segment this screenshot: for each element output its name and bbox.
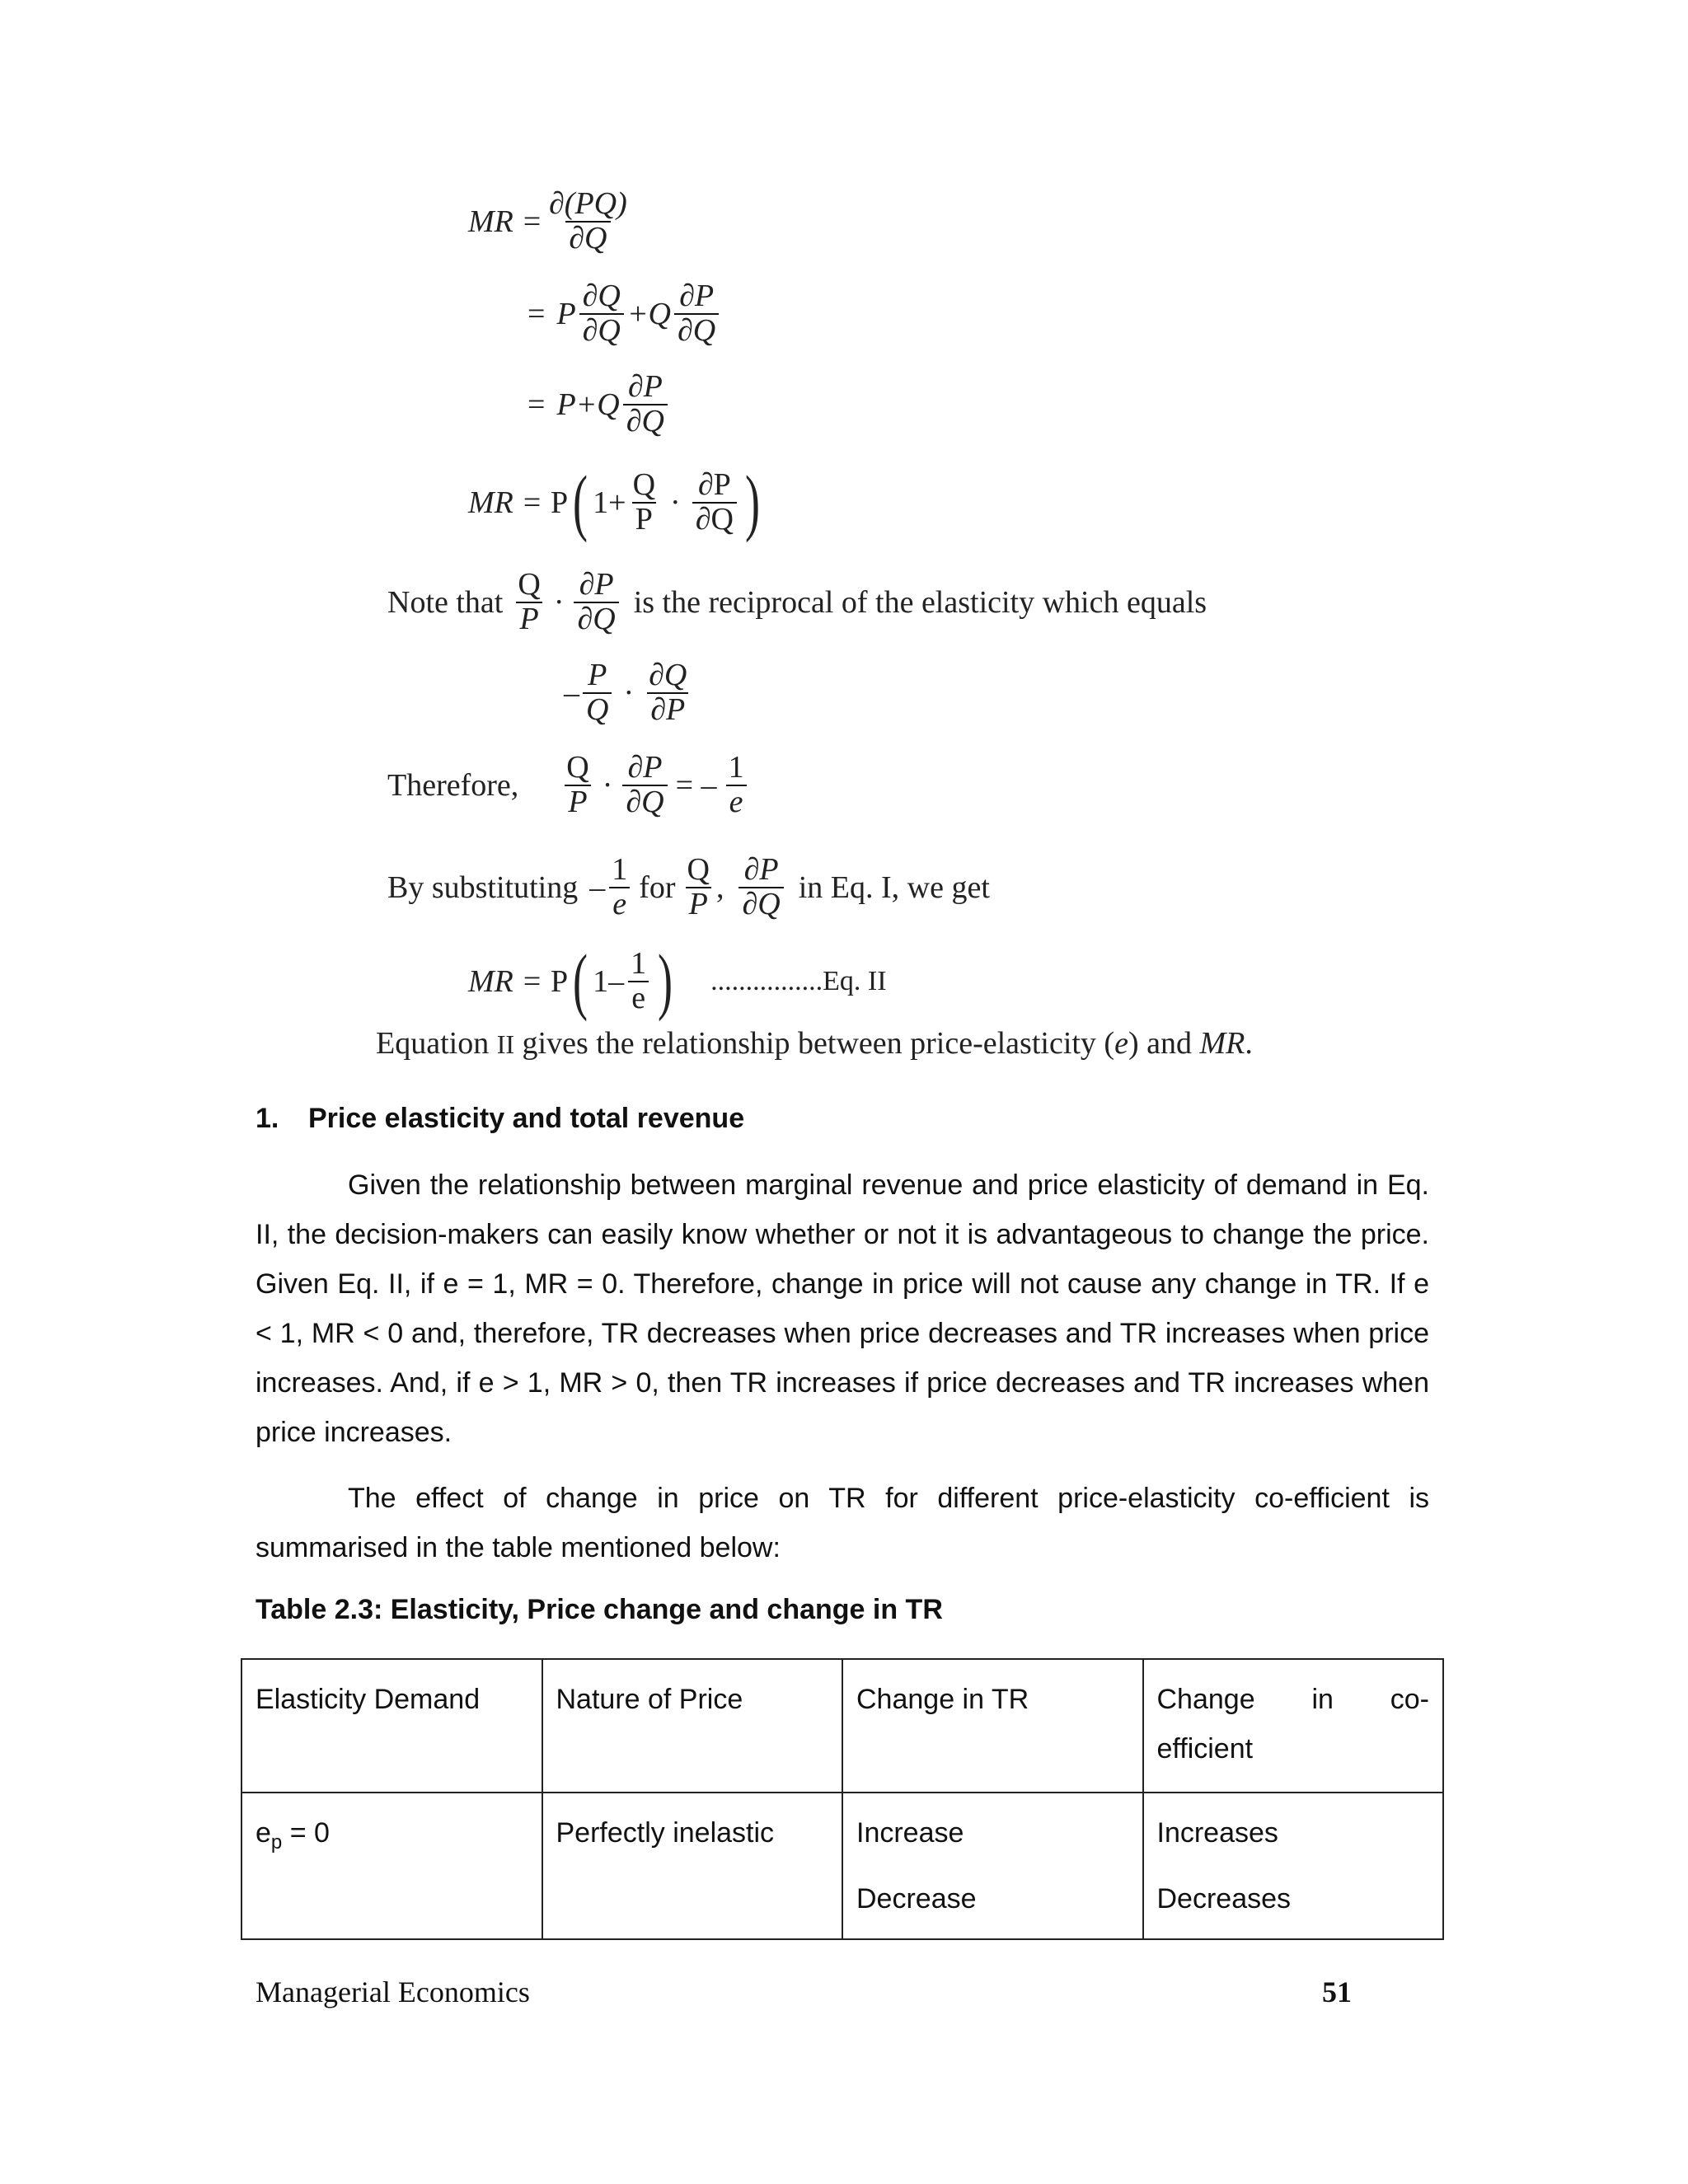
paragraph-1: Given the relationship between marginal revenue and price elasticity of demand in Eq. II, the decision-makers can easily know whether or not it is advantageous to change the price. Given Eq. II, if e = 1, MR = 0. Therefore, change in price will not cause any change in TR. If e < 1, MR < 0 and, therefore, TR decreases when price decreases and TR increases when price increases. And, if e > 1, MR > 0, then TR increases if price decreases and TR increases when price increases. [256, 1169, 1429, 1448]
fraction-dp-dq: $\frac{\partial P}{\partial Q}$ [623, 371, 668, 438]
footer-page-number: 51 [1322, 1975, 1352, 2008]
fraction-dp-dq: $\frac{\partial P}{\partial Q}$ [622, 752, 667, 819]
fraction-dp-dq: $\frac{\partial P}{\partial Q}$ [692, 469, 737, 537]
fraction-1-e: $\frac{1}{e}$ [627, 948, 649, 1015]
fraction-dp-dq: $\frac{\partial P}{\partial Q}$ [738, 854, 783, 921]
header-elasticity-demand: Elasticity Demand [241, 1659, 542, 1793]
left-paren: ( [573, 940, 588, 1022]
fraction-q-p: $\frac{Q}{P}$ [632, 467, 656, 537]
header-change-in-tr: Change in TR [842, 1659, 1143, 1793]
fraction-q-p: $\frac{Q}{P}$ [566, 750, 589, 819]
elasticity-table [241, 1658, 1444, 1940]
mr-label: MR = [468, 204, 543, 239]
fraction-dq-dp: $\frac{\partial Q}{\partial P}$ [649, 658, 687, 727]
fraction-1-e: $\frac{1}{e}$ [608, 854, 631, 921]
equation-label-eq-ii: ................Eq. II [710, 966, 887, 996]
therefore-line: Therefore, $\frac{Q}{P}$ · $\frac{\partial P}{\partial Q}$ = – $\frac{1}{e}$ [387, 752, 751, 819]
note-line: Note that $\frac{Q}{P}$ · $\frac{\partial P}{\partial Q}$ is the reciprocal of the elasticity which equals [387, 567, 1207, 636]
section-title: Price elasticity and total revenue [308, 1103, 745, 1134]
left-paren: ( [573, 462, 588, 543]
footer-book-title: Managerial Economics [256, 1975, 530, 2008]
equation-ii-description: Equation II gives the relationship between price-elasticity (e) and MR. [376, 1026, 1253, 1061]
section-heading [256, 1103, 744, 1135]
cell-change-in-tr: Increase Decrease [842, 1793, 1143, 1939]
cell-change-in-coefficient: Increases Decreases [1143, 1793, 1444, 1939]
mr-equation-line-1 [468, 188, 634, 255]
fraction-dq-dq: $\frac{\partial Q}{\partial Q}$ [579, 280, 624, 348]
cell-nature-of-price: Perfectly inelastic [542, 1793, 843, 1939]
table-header-row [241, 1659, 1443, 1793]
fraction-q-p: $\frac{Q}{P}$ [518, 567, 541, 636]
mr-equation-line-3: = P+Q $\frac{\partial P}{\partial Q}$ [528, 371, 671, 438]
mr-equation-line-4: MR = P ( 1+ $\frac{Q}{P}$ · $\frac{\partial P}{\partial Q}$ ) [468, 462, 760, 543]
mr-equation-line-2: = P $\frac{\partial Q}{\partial Q}$ +Q $\frac{\partial P}{\partial Q}$ [528, 280, 722, 348]
fraction-q-p: $\frac{Q}{P}$ [687, 852, 710, 921]
fraction-p-q: $\frac{P}{Q}$ [583, 659, 612, 727]
table-row [241, 1793, 1443, 1939]
cell-elasticity-value: $e_p = 0$ [241, 1793, 542, 1939]
right-paren: ) [658, 940, 673, 1022]
table-caption: Table 2.3: Elasticity, Price change and change in TR [256, 1594, 943, 1625]
fraction-dp-dq: $\frac{\partial P}{\partial Q}$ [574, 569, 618, 636]
header-nature-of-price: Nature of Price [542, 1659, 843, 1793]
header-change-in-coefficient: Change in co- efficient [1143, 1659, 1444, 1793]
section-number: 1. [256, 1103, 279, 1134]
elasticity-expression: – $\frac{P}{Q}$ · $\frac{\partial Q}{\partial P}$ [564, 659, 693, 727]
substitution-line: By substituting – $\frac{1}{e}$ for $\frac{Q}{P}$ , $\frac{\partial P}{\partial Q}$ in Eq. I, we get [387, 852, 990, 921]
fraction-dpq-dq: $\frac{\partial(PQ)}{\partial Q}$ [549, 186, 627, 255]
fraction-dp-dq: $\frac{\partial P}{\partial Q}$ [674, 280, 719, 348]
mr-final-equation: MR = P ( 1– $\frac{1}{e}$ ) ................Eq. II [468, 940, 887, 1022]
fraction-1-e: $\frac{1}{e}$ [725, 752, 748, 819]
right-paren: ) [744, 462, 760, 543]
paragraph-2: The effect of change in price on TR for different price-elasticity co-efficient is summarised in the table mentioned below: [256, 1483, 1429, 1563]
